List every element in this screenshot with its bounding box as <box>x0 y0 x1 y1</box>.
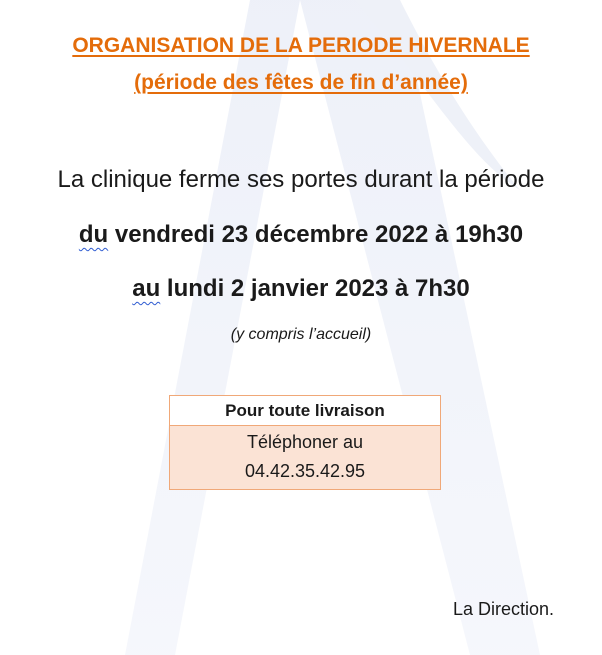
delivery-header: Pour toute livraison <box>170 396 440 426</box>
from-date: vendredi 23 décembre 2022 à 19h30 <box>108 221 524 248</box>
delivery-phone: 04.42.35.42.95 <box>244 461 366 481</box>
closure-intro: La clinique ferme ses portes durant la période <box>57 166 545 193</box>
delivery-box <box>169 395 441 490</box>
delivery-contact <box>170 426 440 489</box>
closure-end-date <box>0 275 602 303</box>
to-word: au <box>132 275 161 302</box>
from-word: du <box>78 221 109 248</box>
notice-title: ORGANISATION DE LA PERIODE HIVERNALE <box>72 34 530 57</box>
closure-start-date <box>0 221 602 249</box>
signature: La Direction. <box>453 599 555 619</box>
reception-note: (y compris l’accueil) <box>230 326 372 343</box>
to-date: lundi 2 janvier 2023 à 7h30 <box>160 275 470 302</box>
notice-subtitle: (période des fêtes de fin d’année) <box>134 71 468 94</box>
delivery-instruction: Téléphoner au <box>246 432 364 452</box>
